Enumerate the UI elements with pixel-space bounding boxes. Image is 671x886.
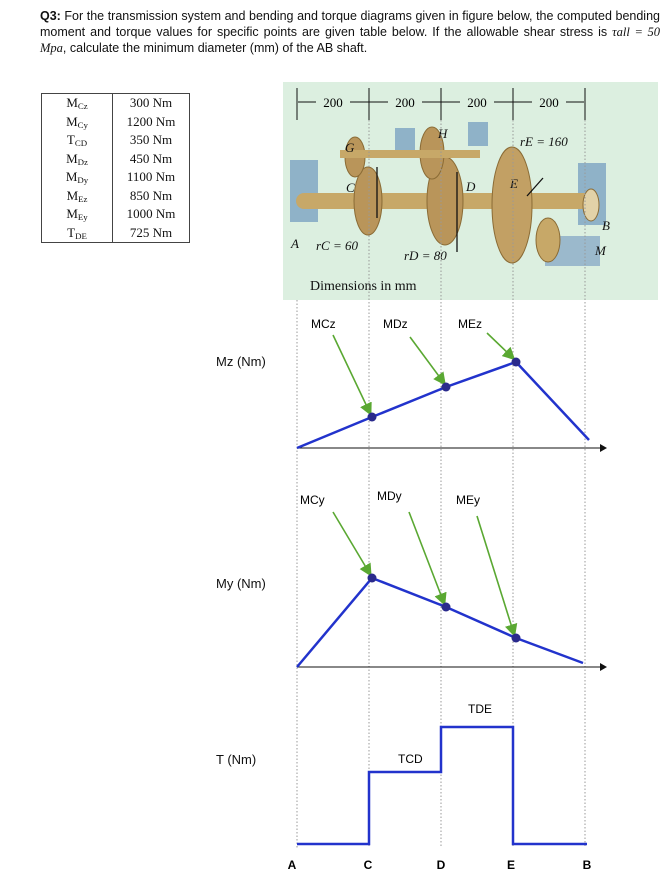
fig-letter-c: C <box>346 180 355 195</box>
symbol-cell: $M_{Ez}$ <box>42 187 113 206</box>
gear-c <box>354 167 382 235</box>
radius-e: rE = 160 <box>520 134 568 149</box>
my-point-d <box>442 603 451 612</box>
axis-label-d: D <box>436 858 446 872</box>
mz-marker-c: MCz <box>311 317 336 331</box>
dim-label-3: 200 <box>467 95 487 110</box>
value-cell: 850 Nm <box>129 187 173 203</box>
value-cell: 450 Nm <box>129 150 173 166</box>
symbol-cell: $M_{Cz}$ <box>42 94 113 113</box>
dim-label-4: 200 <box>539 95 559 110</box>
mz-diagram <box>297 317 607 452</box>
my-point-c <box>368 574 377 583</box>
my-diagram <box>297 489 607 671</box>
symbol-cell: $M_{Dy}$ <box>42 168 113 187</box>
dimension-row <box>297 88 585 120</box>
axis-label-a: A <box>287 858 297 872</box>
value-cell: 725 Nm <box>129 224 173 240</box>
symbol-cell: $T_{CD}$ <box>42 131 113 150</box>
value-cell: 1100 Nm <box>126 169 176 185</box>
upper-bearing-1 <box>395 128 415 152</box>
my-arrow-e <box>477 516 514 634</box>
my-marker-e: MEy <box>456 493 480 507</box>
radius-c: rC = 60 <box>316 238 359 253</box>
my-point-e <box>512 634 521 643</box>
question-body: For the transmission system and bending and torque diagrams given in figure below, the computed bending moment and torque values for specific points are given table below. If the allowable shear stress is <box>40 9 660 39</box>
allowable-stress: τall = 50 Mpa <box>40 25 660 55</box>
symbol-cell: $T_{DE}$ <box>42 224 113 243</box>
mz-axis-label: Mz (Nm) <box>216 354 266 369</box>
mz-point-c <box>368 413 377 422</box>
pinion <box>536 218 560 262</box>
upper-shaft <box>340 150 480 158</box>
fig-letter-m: M <box>595 243 606 258</box>
my-marker-d: MDy <box>377 489 402 503</box>
mz-axis-arrow <box>600 444 607 452</box>
question-label: Q3: <box>40 9 61 23</box>
t-marker-cd: TCD <box>398 752 423 766</box>
t-axis-label: T (Nm) <box>216 752 257 767</box>
mz-marker-e: MEz <box>458 317 482 331</box>
symbol-cell: $M_{Dz}$ <box>42 150 113 169</box>
question-tail: , calculate the minimum diameter (mm) of the AB shaft. <box>62 41 368 55</box>
bearing-a <box>290 160 318 222</box>
t-diagram <box>297 702 587 844</box>
figure-caption: Dimensions in mm <box>310 279 417 294</box>
my-arrow-d <box>409 512 444 603</box>
mz-arrow-c <box>333 335 370 413</box>
dim-label-1: 200 <box>323 95 343 110</box>
mz-marker-d: MDz <box>383 317 408 331</box>
t-curve <box>297 727 587 844</box>
value-cell: 300 Nm <box>129 95 173 111</box>
value-cell: 350 Nm <box>129 132 173 148</box>
radius-d: rD = 80 <box>404 248 447 263</box>
axis-label-c: C <box>363 858 373 872</box>
fig-letter-h: H <box>438 126 448 141</box>
value-cell: 1200 Nm <box>126 113 176 129</box>
axis-label-e: E <box>506 858 516 872</box>
mz-arrow-e <box>487 333 513 358</box>
fig-letter-g: G <box>345 140 355 155</box>
symbol-cell: $M_{Ey}$ <box>42 205 113 224</box>
my-axis-arrow <box>600 663 607 671</box>
value-cell: 1000 Nm <box>126 206 176 222</box>
my-marker-c: MCy <box>300 493 325 507</box>
symbol-cell: $M_{Cy}$ <box>42 113 113 132</box>
upper-bearing-2 <box>468 122 488 146</box>
my-arrow-c <box>333 512 370 574</box>
mz-arrow-d <box>410 337 444 383</box>
mz-point-d <box>442 383 451 392</box>
fig-letter-e: E <box>510 176 518 191</box>
t-marker-de: TDE <box>468 702 492 716</box>
fig-letter-a: A <box>291 236 299 251</box>
my-axis-label: My (Nm) <box>216 576 266 591</box>
axis-label-b: B <box>582 858 592 872</box>
fig-letter-d: D <box>466 179 476 194</box>
dim-label-2: 200 <box>395 95 415 110</box>
gear-e <box>492 147 532 263</box>
axis-point-labels <box>288 858 592 872</box>
mz-point-e <box>512 358 521 367</box>
fig-letter-b: B <box>602 218 610 233</box>
mz-curve <box>297 362 589 448</box>
